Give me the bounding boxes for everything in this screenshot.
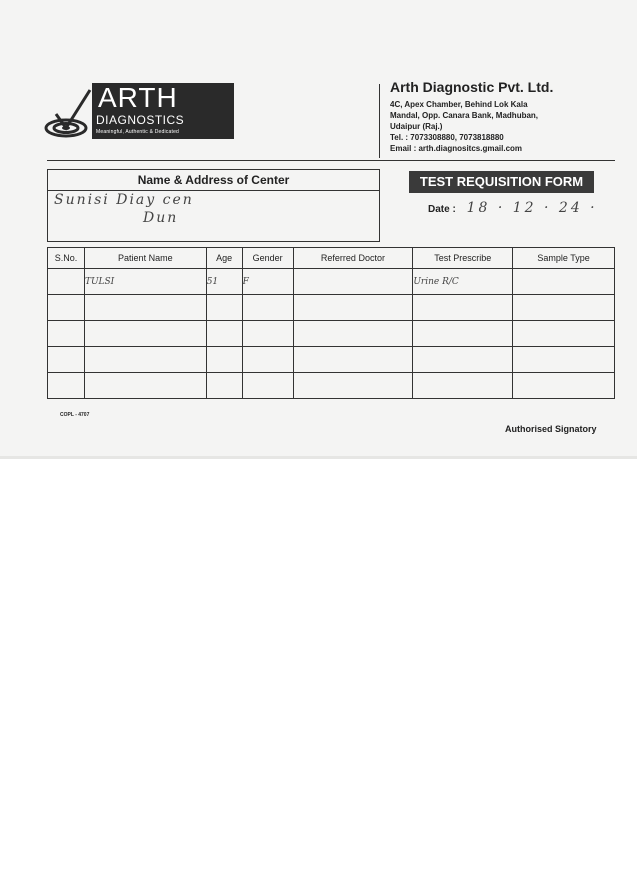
- table-cell[interactable]: [242, 347, 293, 373]
- center-address-box[interactable]: [47, 169, 380, 242]
- address-line: Udaipur (Raj.): [390, 122, 443, 131]
- phone-line: Tel. : 7073308880, 7073818880: [390, 133, 504, 142]
- table-cell[interactable]: 51: [206, 269, 242, 295]
- table-cell[interactable]: [413, 347, 513, 373]
- table-cell[interactable]: [293, 347, 413, 373]
- table-row: [48, 347, 615, 373]
- table-cell[interactable]: [293, 373, 413, 399]
- table-cell[interactable]: [293, 269, 413, 295]
- logo-wordmark-box: [92, 83, 234, 139]
- table-row: [48, 295, 615, 321]
- column-header: S.No.: [48, 248, 85, 269]
- address-line: Mandal, Opp. Canara Bank, Madhuban,: [390, 111, 539, 120]
- column-header: Patient Name: [84, 248, 206, 269]
- form-code: COPL - 4707: [60, 412, 90, 418]
- logo-tagline: Meaningful, Authentic & Dedicated: [96, 129, 180, 135]
- table-cell[interactable]: [206, 347, 242, 373]
- table-cell[interactable]: [48, 373, 85, 399]
- table-cell[interactable]: [84, 373, 206, 399]
- arth-logo: [44, 80, 194, 142]
- table-cell[interactable]: [48, 347, 85, 373]
- table-cell[interactable]: [513, 347, 615, 373]
- center-handwritten-line: Dun: [143, 210, 179, 226]
- table-cell[interactable]: [206, 295, 242, 321]
- center-handwritten-line: Sunisi Diay cen: [54, 192, 194, 208]
- table-cell[interactable]: [84, 347, 206, 373]
- table-cell[interactable]: [513, 269, 615, 295]
- date-value: 18 · 12 · 24 ·: [466, 200, 598, 216]
- table-cell[interactable]: [413, 373, 513, 399]
- column-header: Age: [206, 248, 242, 269]
- table-cell[interactable]: [206, 373, 242, 399]
- logo-subtitle: DIAGNOSTICS: [96, 113, 185, 127]
- table-row: [48, 373, 615, 399]
- table-cell[interactable]: [48, 269, 85, 295]
- column-header: Referred Doctor: [293, 248, 413, 269]
- date-field[interactable]: [428, 200, 598, 216]
- table-cell[interactable]: [84, 321, 206, 347]
- logo-word: ARTH: [98, 82, 178, 113]
- company-info: [390, 78, 630, 154]
- table-cell[interactable]: TULSI: [84, 269, 206, 295]
- table-cell[interactable]: [48, 295, 85, 321]
- address-line: 4C, Apex Chamber, Behind Lok Kala: [390, 100, 528, 109]
- authorised-signatory-label: Authorised Signatory: [505, 424, 597, 434]
- table-cell[interactable]: [84, 295, 206, 321]
- date-label: Date :: [428, 204, 456, 215]
- company-name: Arth Diagnostic Pvt. Ltd.: [390, 79, 554, 95]
- table-cell[interactable]: [293, 321, 413, 347]
- center-box-title: Name & Address of Center: [48, 170, 379, 191]
- header-divider: [379, 84, 380, 158]
- table-header-row: [48, 248, 615, 269]
- column-header: Sample Type: [513, 248, 615, 269]
- table-cell[interactable]: [242, 373, 293, 399]
- paper-edge: [0, 456, 637, 459]
- table-cell[interactable]: [293, 295, 413, 321]
- table-row: [48, 269, 615, 295]
- header-rule: [47, 160, 615, 161]
- table-cell[interactable]: [242, 295, 293, 321]
- table-cell[interactable]: [206, 321, 242, 347]
- table-cell[interactable]: F: [242, 269, 293, 295]
- column-header: Test Prescribe: [413, 248, 513, 269]
- email-line: Email : arth.diagnositcs.gmail.com: [390, 144, 523, 153]
- table-cell[interactable]: [513, 373, 615, 399]
- table-cell[interactable]: [413, 295, 513, 321]
- target-check-icon: [44, 88, 92, 138]
- table-cell[interactable]: [242, 321, 293, 347]
- column-header: Gender: [242, 248, 293, 269]
- table-row: [48, 321, 615, 347]
- table-cell[interactable]: [513, 321, 615, 347]
- table-cell[interactable]: [413, 321, 513, 347]
- table-cell[interactable]: Urine R/C: [413, 269, 513, 295]
- table-cell[interactable]: [48, 321, 85, 347]
- patient-table: [47, 247, 615, 399]
- company-address: [390, 99, 630, 154]
- table-cell[interactable]: [513, 295, 615, 321]
- form-title-banner: TEST REQUISITION FORM: [409, 171, 594, 193]
